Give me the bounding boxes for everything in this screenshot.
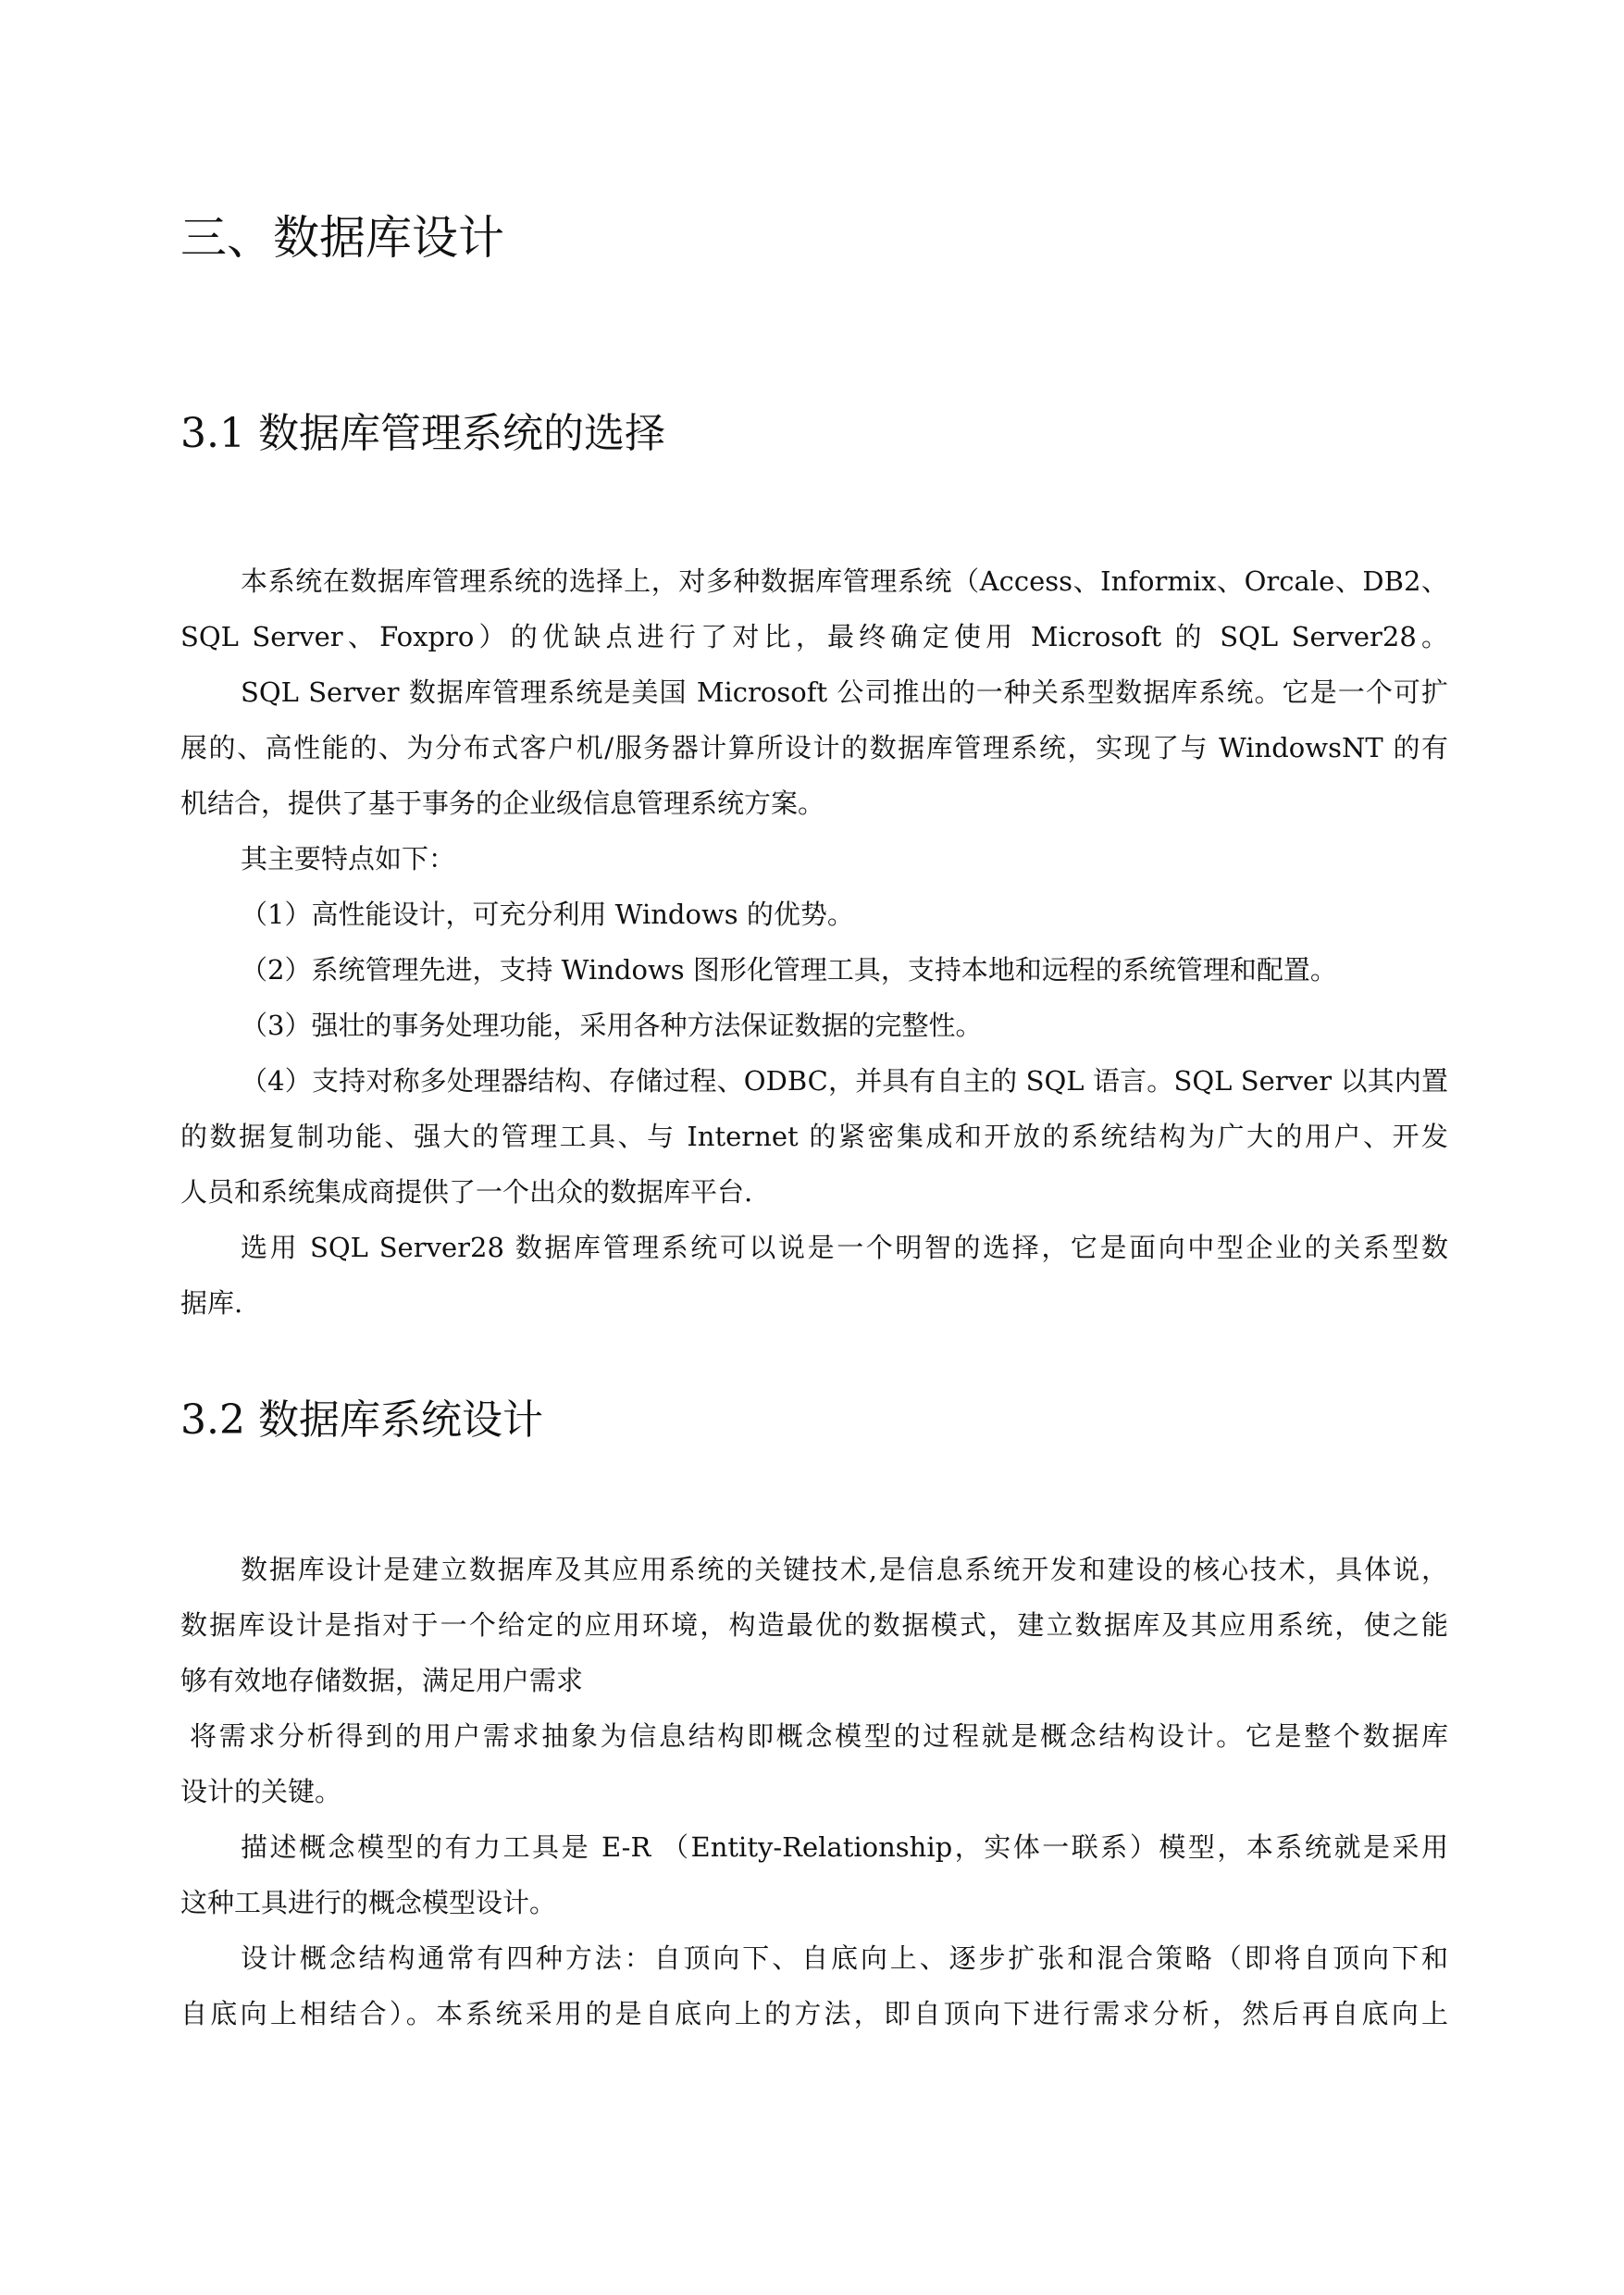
chapter-title: 三、数据库设计 — [180, 211, 504, 265]
paragraph-line: 的数据复制功能、强大的管理工具、与 Internet 的紧密集成和开放的系统结构为广大的用户、开发 — [180, 1121, 1448, 1152]
list-item: （4）支持对称多处理器结构、存储过程、ODBC，并具有自主的 SQL 语言。SQL Server 以其内置 — [241, 1065, 1448, 1097]
list-item: （1）高性能设计，可充分利用 Windows 的优势。 — [241, 899, 854, 930]
paragraph-line: 人员和系统集成商提供了一个出众的数据库平台. — [180, 1176, 753, 1208]
paragraph-line: 数据库设计是指对于一个给定的应用环境，构造最优的数据模式，建立数据库及其应用系统，使之能 — [180, 1609, 1448, 1641]
paragraph-line: 描述概念模型的有力工具是 E-R （Entity-Relationship，实体一联系）模型，本系统就是采用 — [241, 1831, 1448, 1863]
list-item: （2）系统管理先进，支持 Windows 图形化管理工具，支持本地和远程的系统管理和配置。 — [241, 954, 1337, 986]
section-title-3-2: 3.2 数据库系统设计 — [180, 1396, 543, 1444]
paragraph-line: 这种工具进行的概念模型设计。 — [180, 1887, 557, 1918]
paragraph-line: 数据库设计是建立数据库及其应用系统的关键技术,是信息系统开发和建设的核心技术，具体说， — [241, 1554, 1448, 1585]
paragraph-line: 选用 SQL Server28 数据库管理系统可以说是一个明智的选择，它是面向中型企业的关系型数 — [241, 1232, 1448, 1263]
paragraph-line: 够有效地存储数据，满足用户需求 — [180, 1665, 584, 1696]
paragraph-line: SQL Server 数据库管理系统是美国 Microsoft 公司推出的一种关系型数据库系统。它是一个可扩 — [241, 676, 1448, 708]
paragraph-line: 设计的关键。 — [180, 1776, 342, 1807]
paragraph-line: SQL Server、Foxpro）的优缺点进行了对比，最终确定使用 Microsoft 的 SQL Server28。 — [180, 621, 1448, 652]
paragraph-line: 设计概念结构通常有四种方法：自顶向下、自底向上、逐步扩张和混合策略（即将自顶向下和 — [241, 1942, 1448, 1974]
paragraph-line: 将需求分析得到的用户需求抽象为信息结构即概念模型的过程就是概念结构设计。它是整个数据库 — [190, 1720, 1448, 1752]
paragraph-line: 其主要特点如下： — [241, 843, 456, 875]
paragraph-line: 自底向上相结合）。本系统采用的是自底向上的方法，即自顶向下进行需求分析，然后再自底向上 — [180, 1998, 1448, 2029]
paragraph-line: 展的、高性能的、为分布式客户机/服务器计算所设计的数据库管理系统，实现了与 WindowsNT 的有 — [180, 732, 1448, 763]
paragraph-line: 本系统在数据库管理系统的选择上，对多种数据库管理系统（Access、Informix、Orcale、DB2、 — [241, 565, 1448, 597]
section-title-3-1: 3.1 数据库管理系统的选择 — [180, 410, 665, 457]
paragraph-line: 据库. — [180, 1287, 243, 1319]
list-item: （3）强壮的事务处理功能，采用各种方法保证数据的完整性。 — [241, 1010, 983, 1041]
paragraph-line: 机结合，提供了基于事务的企业级信息管理系统方案。 — [180, 788, 825, 819]
